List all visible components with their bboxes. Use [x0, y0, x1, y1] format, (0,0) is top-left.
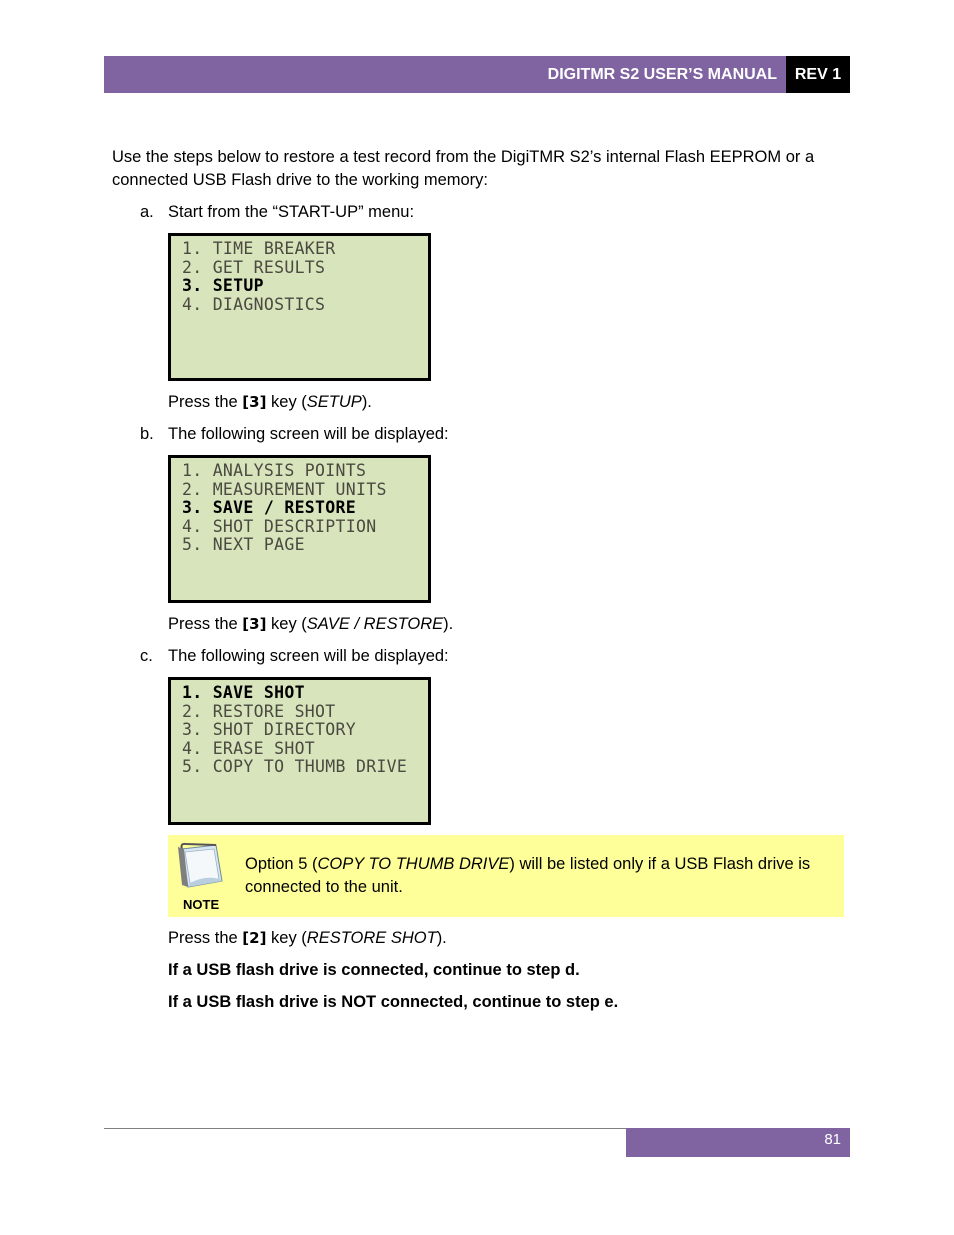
lcd-line: 4. ERASE SHOT — [182, 738, 316, 758]
page-number: 81 — [626, 1128, 850, 1157]
footer-divider — [104, 1128, 626, 1129]
lcd-line: 5. COPY TO THUMB DRIVE — [182, 757, 408, 777]
step-a-label: a. — [140, 203, 154, 221]
lcd-setup-menu — [168, 455, 431, 603]
instruction-press-setup: Press the [3] key (SETUP). — [168, 393, 372, 411]
note-text: Option 5 (COPY TO THUMB DRIVE) will be listed only if a USB Flash drive is connected to the unit. — [245, 855, 811, 896]
key-label: [2] — [242, 929, 267, 947]
note-label: NOTE — [183, 897, 220, 912]
lcd-line: 5. NEXT PAGE — [182, 535, 305, 555]
step-b-text: The following screen will be displayed: — [168, 425, 449, 443]
lcd-line: 1. TIME BREAKER — [182, 239, 336, 258]
step-c-label: c. — [140, 647, 153, 665]
header-revision: REV 1 — [786, 56, 850, 93]
instruction-press-save-restore: Press the [3] key (SAVE / RESTORE). — [168, 615, 454, 633]
step-a-text: Start from the “START-UP” menu: — [168, 203, 415, 221]
intro-line-2: connected USB Flash drive to the working memory: — [112, 171, 488, 189]
lcd-line: 4. DIAGNOSTICS — [182, 294, 326, 314]
note-box — [168, 835, 844, 917]
lcd-startup-menu — [168, 233, 431, 381]
lcd-line: 2. MEASUREMENT UNITS — [182, 479, 387, 499]
key-label: [3] — [242, 615, 267, 633]
key-label: [3] — [242, 393, 267, 411]
lcd-line-selected: 3. SAVE / RESTORE — [182, 498, 356, 518]
lcd-line: 4. SHOT DESCRIPTION — [182, 516, 377, 536]
step-c-text: The following screen will be displayed: — [168, 647, 449, 665]
lcd-save-restore-menu — [168, 677, 431, 825]
condition-usb-connected: If a USB flash drive is connected, continue to step d. — [168, 961, 580, 979]
step-b-label: b. — [140, 425, 154, 443]
lcd-line-selected: 3. SETUP — [182, 276, 264, 296]
instruction-press-restore-shot: Press the [2] key (RESTORE SHOT). — [168, 929, 447, 947]
lcd-line-selected: 1. SAVE SHOT — [182, 683, 305, 702]
header-title: DIGITMR S2 USER’S MANUAL — [104, 56, 786, 93]
condition-usb-not-connected: If a USB flash drive is NOT connected, continue to step e. — [168, 993, 619, 1011]
lcd-line: 2. GET RESULTS — [182, 257, 326, 277]
lcd-line: 2. RESTORE SHOT — [182, 701, 336, 721]
notepad-icon — [176, 841, 228, 891]
intro-line-1: Use the steps below to restore a test record from the DigiTMR S2’s internal Flash EEPROM or a — [112, 148, 815, 166]
lcd-line: 1. ANALYSIS POINTS — [182, 461, 367, 480]
lcd-line: 3. SHOT DIRECTORY — [182, 720, 356, 740]
